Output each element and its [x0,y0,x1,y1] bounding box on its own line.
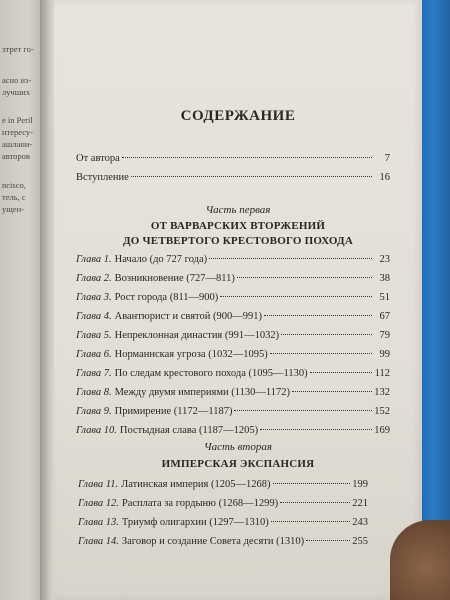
entry-title: Рост города (811—900) [114,292,219,303]
chapter-number: Глава 6. [76,349,112,360]
chapter-number: Глава 1. [76,254,112,265]
entry-page-number: 38 [379,273,390,284]
entry-page-number: 199 [352,479,368,490]
toc-entry[interactable] [78,498,368,509]
dot-leader [270,353,372,354]
dot-leader [264,315,372,316]
entry-title: Латинская империя (1205—1268) [121,479,271,490]
dot-leader [271,521,350,522]
toc-entry[interactable] [76,311,390,322]
toc-entry[interactable] [76,349,390,360]
chapter-number: Глава 4. [76,311,112,322]
previous-page [0,0,40,600]
entry-page-number: 23 [379,254,390,265]
chapter-number: Глава 7. [76,368,112,379]
entry-title: Между двумя империями (1130—1172) [114,387,290,398]
toc-entry[interactable] [76,368,390,379]
dot-leader [280,502,350,503]
entry-page-number: 112 [374,368,390,379]
part-title: ОТ ВАРВАРСКИХ ВТОРЖЕНИЙ [150,220,326,232]
dot-leader [260,429,372,430]
entry-page-number: 16 [379,172,390,183]
entry-page-number: 99 [379,349,390,360]
dot-leader [234,410,372,411]
entry-page-number: 243 [352,517,368,528]
entry-page-number: 152 [374,406,390,417]
previous-page-text: нтересу- [2,127,34,137]
toc-entry[interactable] [78,479,368,490]
dot-leader [310,372,372,373]
toc-entry[interactable] [76,292,390,303]
dot-leader [306,540,350,541]
entry-page-number: 51 [379,292,390,303]
chapter-number: Глава 9. [76,406,112,417]
page-title: СОДЕРЖАНИЕ [180,108,296,124]
toc-entry[interactable] [76,425,390,436]
entry-page-number: 132 [374,387,390,398]
entry-page-number: 221 [352,498,368,509]
entry-title: Норманнская угроза (1032—1095) [114,349,268,360]
entry-title: Заговор и создание Совета десяти (1310) [121,536,305,547]
previous-page-text: ашлани- [2,139,33,149]
part-label: Часть вторая [204,441,272,453]
chapter-number: Глава 10. [76,425,117,436]
chapter-number: Глава 12. [78,498,119,509]
entry-page-number: 7 [384,153,390,164]
toc-entry[interactable] [76,330,390,341]
book-cover-edge [422,0,450,600]
dot-leader [237,277,372,278]
chapter-number: Глава 11. [78,479,119,490]
chapter-number: Глава 2. [76,273,112,284]
part-label: Часть первая [205,204,271,216]
entry-title: Непреклонная династия (991—1032) [114,330,280,341]
chapter-number: Глава 14. [78,536,119,547]
chapter-number: Глава 5. [76,330,112,341]
dot-leader [292,391,372,392]
toc-entry[interactable] [78,517,368,528]
entry-title: Начало (до 727 года) [114,254,208,265]
previous-page-text: лучших [2,87,31,97]
entry-title: Возникновение (727—811) [114,273,235,284]
dot-leader [131,176,372,177]
toc-entry[interactable] [78,536,368,547]
dot-leader [220,296,372,297]
toc-entry[interactable] [76,387,390,398]
contents-page [54,0,422,600]
entry-title: По следам крестового похода (1095—1130) [114,368,308,379]
dot-leader [281,334,372,335]
entry-title: Постыдная слава (1187—1205) [119,425,259,436]
entry-title: Авантюрист и святой (900—991) [114,311,262,322]
chapter-number: Глава 8. [76,387,112,398]
entry-page-number: 67 [379,311,390,322]
previous-page-text: авторов [2,151,30,161]
entry-page-number: 169 [374,425,390,436]
previous-page-text: ущен- [2,204,24,214]
previous-page-text: этрет го- [2,44,34,54]
previous-page-text: асно из- [2,75,32,85]
entry-page-number: 255 [352,536,368,547]
entry-title: Примирение (1172—1187) [114,406,233,417]
entry-page-number: 79 [379,330,390,341]
chapter-number: Глава 3. [76,292,112,303]
toc-entry[interactable] [76,254,390,265]
part-title: ИМПЕРСКАЯ ЭКСПАНСИЯ [161,458,315,470]
part-title: ДО ЧЕТВЕРТОГО КРЕСТОВОГО ПОХОДА [123,235,353,247]
chapter-number: Глава 13. [78,517,119,528]
entry-title: От автора [76,153,120,164]
previous-page-text: ncisco, [2,180,26,190]
toc-entry[interactable] [76,273,390,284]
toc-entry[interactable] [76,406,390,417]
previous-page-text: тель, с [2,192,26,202]
dot-leader [209,258,372,259]
dot-leader [273,483,351,484]
dot-leader [122,157,372,158]
book-gutter [40,0,54,600]
entry-title: Вступление [76,172,129,183]
entry-title: Расплата за гордыню (1268—1299) [121,498,279,509]
entry-title: Триумф олигархии (1297—1310) [121,517,269,528]
toc-entry[interactable] [76,153,390,164]
toc-entry[interactable] [76,172,390,183]
previous-page-text: e in Peril [2,115,33,125]
